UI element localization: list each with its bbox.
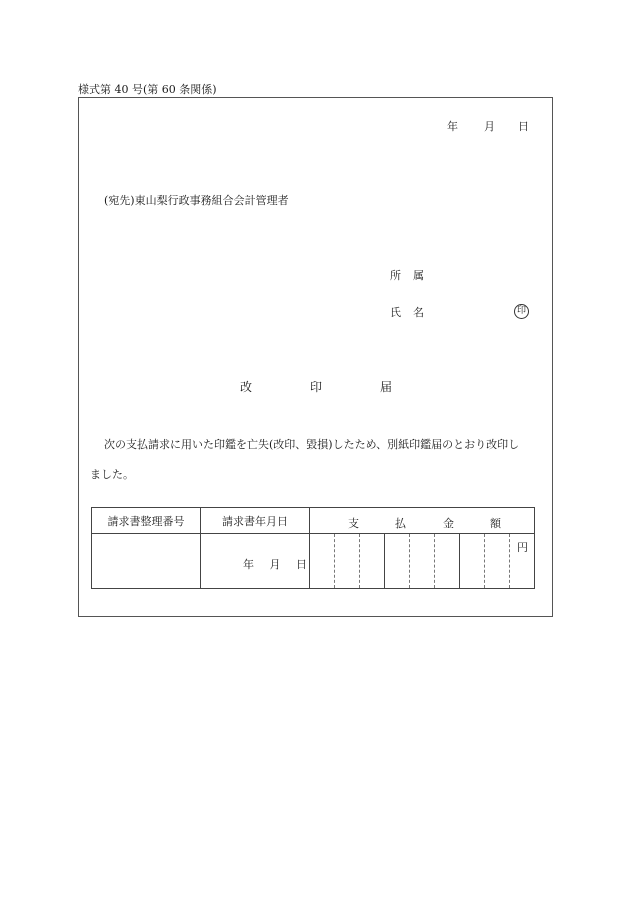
amount-digit-cell[interactable] [410, 534, 435, 589]
claim-date-cell[interactable] [201, 534, 310, 589]
body-text-line-2: ました。 [90, 468, 134, 481]
department-label-char-1: 所 [390, 269, 401, 282]
yen-label: 円 [517, 541, 528, 554]
title-char-1: 改 [240, 380, 253, 394]
claim-date-header: 請求書年月日 [201, 508, 310, 534]
amount-digit-cell[interactable] [385, 534, 410, 589]
amount-header-char-4: 額 [490, 517, 501, 530]
claim-number-cell[interactable] [92, 534, 201, 589]
date-day-label: 日 [518, 120, 529, 133]
name-label-char-2: 名 [413, 306, 424, 319]
title-char-3: 届 [380, 380, 393, 394]
table-header-row [92, 508, 535, 534]
claim-number-header: 請求書整理番号 [92, 508, 201, 534]
amount-digit-cell[interactable] [335, 534, 360, 589]
amount-digit-cell[interactable] [460, 534, 485, 589]
amount-digit-cell[interactable] [310, 534, 335, 589]
amount-header-char-1: 支 [348, 517, 359, 530]
amount-header-char-2: 払 [395, 517, 406, 530]
name-label-char-1: 氏 [390, 306, 401, 319]
amount-header [310, 508, 535, 534]
date-year-label: 年 [447, 120, 458, 133]
payment-table [91, 507, 535, 589]
amount-digit-cell[interactable] [435, 534, 460, 589]
department-label-char-2: 属 [413, 269, 424, 282]
amount-digit-cell[interactable] [360, 534, 385, 589]
body-text-line-1: 次の支払請求に用いた印鑑を亡失(改印、毀損)したため、別紙印鑑届のとおり改印し [104, 438, 520, 451]
claim-date-year: 年 [243, 558, 254, 571]
amount-header-char-3: 金 [443, 517, 454, 530]
date-month-label: 月 [484, 120, 495, 133]
addressee: (宛先)東山梨行政事務組合会計管理者 [104, 194, 289, 207]
claim-date-month: 月 [269, 558, 281, 571]
title-char-2: 印 [310, 380, 323, 394]
amount-digit-cell[interactable] [510, 534, 535, 589]
form-number-label: 様式第 40 号(第 60 条関係) [78, 83, 217, 96]
claim-date-parts [243, 556, 307, 572]
claim-date-day: 日 [296, 558, 307, 571]
seal-icon: 印 [514, 304, 529, 319]
amount-digit-cell[interactable] [485, 534, 510, 589]
table-row [92, 534, 535, 589]
